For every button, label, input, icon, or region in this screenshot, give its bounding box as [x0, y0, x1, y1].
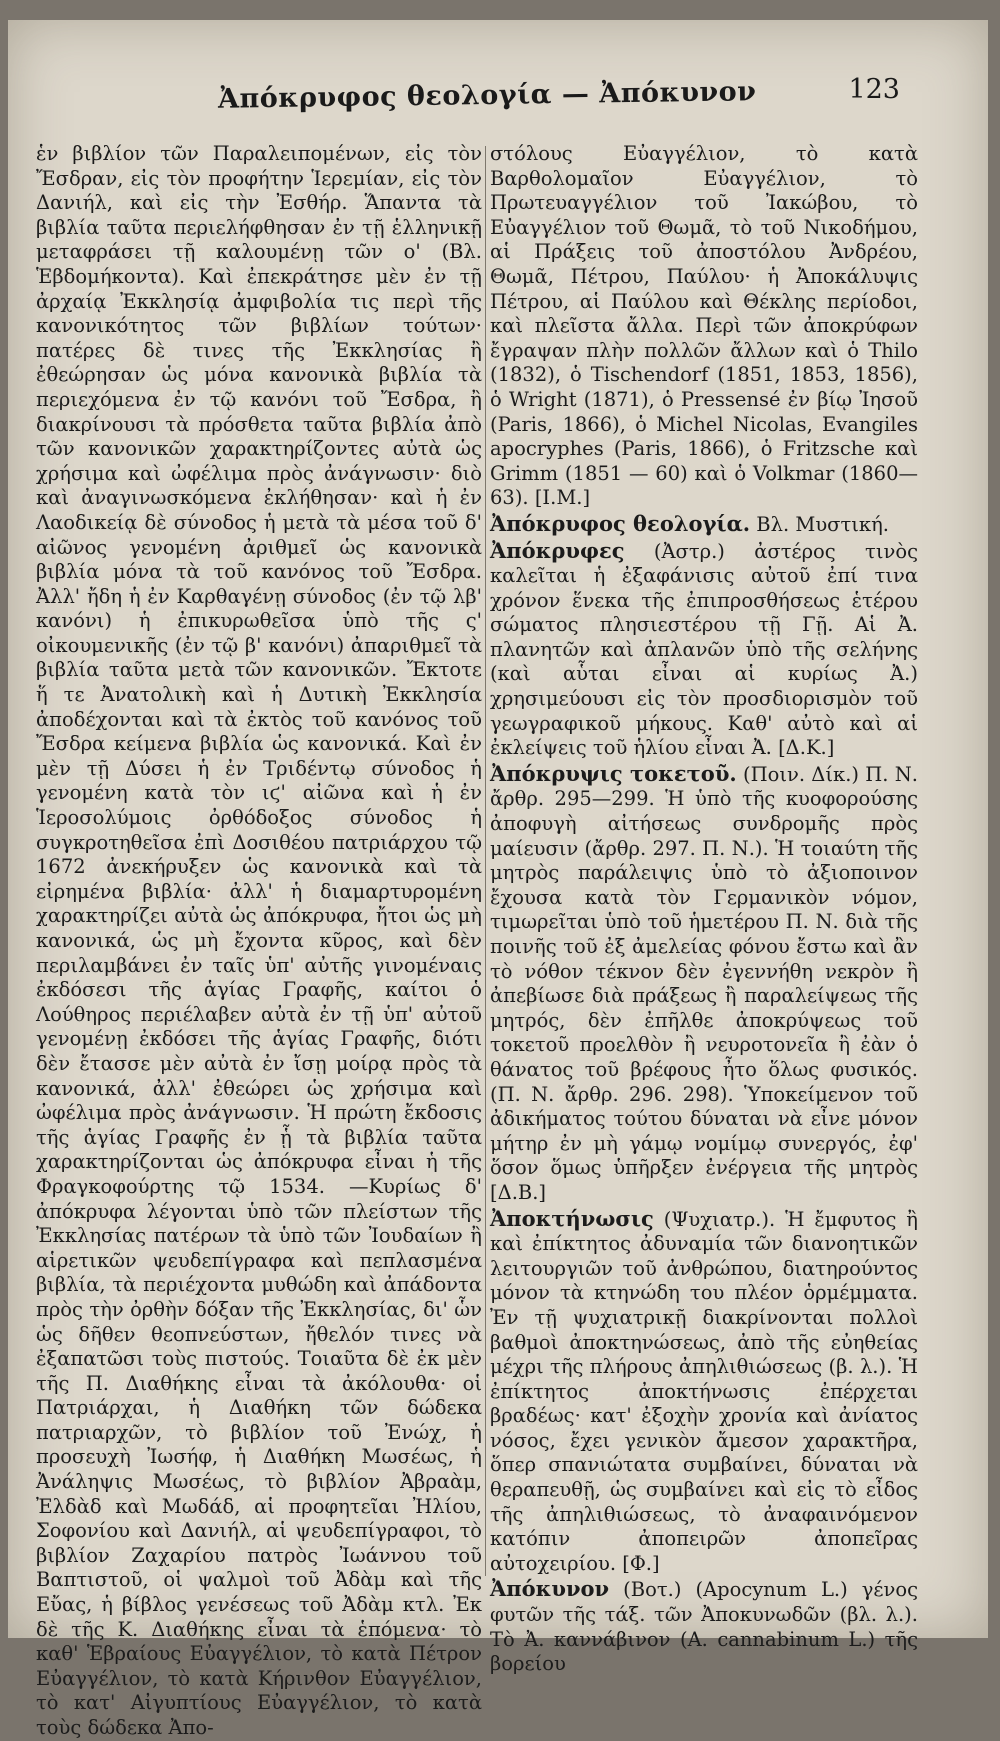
entry-body: (Ποιν. Δίκ.) Π. Ν. ἄρθρ. 295—299. Ἡ ὑπὸ τῆς κυοφορούσης ἀποφυγὴ αἰτήσεως συνδρομῆς πρὸς μαίευσιν (ἄρθρ. 297. Π. Ν.). Ἡ τοιαύτη τῆς μητρὸς παράλειψις ὑπὸ τὸ ἀξιοποινον ἔχουσα κατὰ τὸν Γερμανικὸν νόμον, τιμωρεῖται ὑπὸ τοῦ ἡμετέρου Π. Ν. διὰ τῆς ποινῆς τοῦ ἐξ ἀμελείας φόνου ἔστω καὶ ἂν τὸ νόθον τέκνον δὲν ἐγεννήθη νεκρὸν ἢ ἀπεβίωσε διὰ πράξεως ἢ παραλείψεως τῆς μητρός, δὲν ἐπῆλθε ἀποκρύψεως τοῦ τοκετοῦ προελθὸν ἢ νευροτονεῖα ἢ ἐὰν ὁ θάνατος τοῦ βρέφους ἦτο ὅλως φυσικός. (Π. Ν. ἄρθρ. 296. 298). Ὑποκείμενον τοῦ ἀδικήματος τούτου δύναται νὰ εἶνε μόνον μήτηρ ἐν μὴ γάμῳ νομίμῳ συνεργός, ἐφ' ὅσον ὅμως ὑπῆρξεν ἐνέργεια τῆς μητρὸς [Δ.Β.] — [490, 762, 918, 1204]
entry-body: (Βοτ.) (Apocynum L.) γένος φυτῶν τῆς τάξ. τῶν Ἀποκυνωδῶν (βλ. λ.). Τὸ Ἀ. καννάβινον (A. cannabinum L.) τῆς βορείου — [490, 1578, 918, 1676]
entry-body: (Ἀστρ.) ἀστέρος τινὸς καλεῖται ἡ ἐξαφάνισις αὐτοῦ ἐπί τινα χρόνον ἕνεκα τῆς ἐπιπροσθήσεως ἑτέρου σώματος πλησιεστέρου τῇ Γῇ. Αἱ Ἀ. πλανητῶν καὶ ἀπλανῶν ὑπὸ τῆς σελήνης (καὶ αὗται εἶναι αἱ κυρίως Ἀ.) χρησιμεύουσι εἰς τὸν προσδιορισμὸν τοῦ γεωγραφικοῦ μήκους. Καθ' αὐτὸ καὶ αἱ ἐκλείψεις τοῦ ἡλίου εἶναι Ἀ. [Δ.Κ.] — [490, 539, 918, 760]
entry-headword: Ἀπόκρυφες — [490, 537, 625, 563]
entry-apokrypsis-toketou — [490, 762, 918, 1206]
page-number: 123 — [848, 74, 900, 105]
entry-headword: Ἀποκτήνωσις — [490, 1205, 654, 1231]
entry-apokrypseis — [490, 539, 918, 761]
entry-body: (Ψυχιατρ.). Ἡ ἔμφυτος ἢ καὶ ἐπίκτητος ἀδυναμία τῶν διανοητικῶν λειτουργιῶν τοῦ ἀνθρώπου, διατηρούντος μόνον τὰ κτηνώδη του πλέον ὁρμέμματα. Ἐν τῇ ψυχιατρικῇ διακρίνονται πολλοὶ βαθμοὶ ἀποκτηνώσεως, ἀπὸ τῆς εὐηθείας μέχρι τῆς πλήρους ἀπηλιθιώσεως (β. λ.). Ἡ ἐπίκτητος ἀποκτήνωσις ἐπέρχεται βραδέως· κατ' ἐξοχὴν χρονία καὶ ἀνίατος νόσος, ἔχει γενικὸν ἄμεσον χαρακτῆρα, ὅπερ σπανιώτατα συμβαίνει, δύναται νὰ θεραπευθῇ, ὡς συμβαίνει καὶ εἰς τὸ εἶδος τῆς ἀπηλιθιώσεως, τὸ ἀναφαινόμενον κατόπιν ἀποπειρῶν ἀποπεῖρας αὐτοχειρίου. [Φ.] — [490, 1207, 918, 1575]
column-divider — [485, 146, 486, 1576]
entry-apoktinosis — [490, 1207, 918, 1577]
entry-apokynon — [490, 1577, 918, 1676]
right-column — [490, 142, 918, 1677]
entry-headword: Ἀπόκρυψις τοκετοῦ. — [490, 760, 737, 786]
running-head — [8, 60, 988, 120]
left-column — [36, 142, 482, 1741]
left-column-text: ἑν βιβλίον τῶν Παραλειπομένων, εἰς τὸν Ἔσδραν, εἰς τὸν προφήτην Ἱερεμίαν, εἰς τὸν Δανιήλ, καὶ εἰς τὴν Ἐσθήρ. Ἅπαντα τὰ βιβλία ταῦτα περιελήφθησαν ἐν τῇ ἑλληνικῇ μεταφράσει τῇ καλουμένῃ τῶν ο' (Βλ. Ἑβδομήκοντα). Καὶ ἐπεκράτησε μὲν ἐν τῇ ἀρχαίᾳ Ἐκκλησίᾳ ἀμφιβολία τις περὶ τῆς κανονικότητος τῶν βιβλίων τούτων· πατέρες δὲ τινες τῆς Ἐκκλησίας ἢ ἐθεώρησαν ὡς μόνα κανονικὰ βιβλία τὰ περιεχόμενα ἐν τῷ κανόνι τοῦ Ἔσδρα, ἢ διακρίνουσι τὰ πρόσθετα ταῦτα βιβλία ἀπὸ τῶν κανονικῶν χαρακτηρίζοντες αὐτὰ ὡς χρήσιμα καὶ ὠφέλιμα πρὸς ἀνάγνωσιν· διὸ καὶ ἀναγινωσκόμενα ἐκλήθησαν· καὶ ἡ ἐν Λαοδικείᾳ δὲ σύνοδος ἡ μετὰ τὰ μέσα τοῦ δ' αἰῶνος γενομένη ἀριθμεῖ ὡς κανονικὰ βιβλία μόνα τὰ τοῦ κανόνος τοῦ Ἔσδρα. Ἀλλ' ἤδη ἡ ἐν Καρθαγένῃ σύνοδος (ἐν τῷ λβ' κανόνι) ἡ ἐπικυρωθεῖσα ὑπὸ τῆς ς' οἰκουμενικῆς (ἐν τῷ β' κανόνι) ἀπαριθμεῖ τὰ βιβλία ταῦτα μετὰ τῶν κανονικῶν. Ἔκτοτε ἥ τε Ἀνατολικὴ καὶ ἡ Δυτικὴ Ἐκκλησία ἀποδέχονται καὶ τὰ ἐκτὸς τοῦ κανόνος τοῦ Ἔσδρα κείμενα βιβλία ὡς κανονικά. Καὶ ἐν μὲν τῇ Δύσει ἡ ἐν Τριδέντῳ σύνοδος ἡ γενομένη κατὰ τὸν ιϛ' αἰῶνα καὶ ἡ ἐν Ἱεροσολύμοις ὀρθόδοξος σύνοδος ἡ συγκροτηθεῖσα ἐπὶ Δοσιθέου πατριάρχου τῷ 1672 ἀνεκήρυξεν ὡς κανονικὰ καὶ τὰ εἰρημένα βιβλία· ἀλλ' ἡ διαμαρτυρομένη χαρακτηρίζει αὐτὰ ὡς ἀπόκρυφα, ἤτοι ὡς μὴ κανονικά, ὡς μὴ ἔχοντα κῦρος, καὶ δὲν περιλαμβάνει ἐν ταῖς ὑπ' αὐτῆς γινομέναις ἐκδόσεσι τῆς ἁγίας Γραφῆς, καίτοι ὁ Λούθηρος περιέλαβεν αὐτὰ ἐν τῇ ὑπ' αὐτοῦ γενομένῃ ἐκδόσει τῆς ἁγίας Γραφῆς, διότι δὲν ἔτασσε μὲν αὐτὰ ἐν ἴσῃ μοίρᾳ πρὸς τὰ κανονικά, ἀλλ' ἐθεώρει ὡς χρήσιμα καὶ ὠφέλιμα πρὸς ἀνάγνωσιν. Ἡ πρώτη ἔκδοσις τῆς ἁγίας Γραφῆς ἐν ᾗ τὰ βιβλία ταῦτα χαρακτηρίζονται ὡς ἀπόκρυφα εἶναι ἡ τῆς Φραγκοφούρτης τῷ 1534. —Κυρίως δ' ἀπόκρυφα λέγονται ὑπὸ τῶν πλείστων τῆς Ἐκκλησίας πατέρων τὰ ὑπὸ τῶν Ἰουδαίων ἢ αἱρετικῶν ψευδεπίγραφα καὶ πεπλασμένα βιβλία, τὰ περιέχοντα μυθώδη καὶ ἀπάδοντα πρὸς τὴν ὀρθὴν δόξαν τῆς Ἐκκλησίας, δι' ὧν ὡς δῆθεν θεοπνεύστων, ἤθελόν τινες νὰ ἐξαπατῶσι τοὺς πιστούς. Τοιαῦτα δὲ ἐκ μὲν τῆς Π. Διαθήκης εἶναι τὰ ἀκόλουθα· οἱ Πατριάρχαι, ἡ Διαθήκη τῶν δώδεκα πατριαρχῶν, τὸ βιβλίον τοῦ Ἐνώχ, ἡ προσευχὴ Ἰωσήφ, ἡ Διαθήκη Μωσέως, ἡ Ἀνάληψις Μωσέως, τὸ βιβλίον Ἀβραὰμ, Ἐλδὰδ καὶ Μωδάδ, αἱ προφητεῖαι Ἠλίου, Σοφονίου καὶ Δανιήλ, αἱ ψευδεπίγραφοι, τὸ βιβλίον Ζαχαρίου πατρὸς Ἰωάννου τοῦ Βαπτιστοῦ, οἱ ψαλμοὶ τοῦ Ἀδὰμ καὶ τῆς Εὔας, ἡ βίβλος γενέσεως τοῦ Ἀδὰμ κτλ. Ἐκ δὲ τῆς Κ. Διαθήκης εἶναι τὰ ἑπόμενα· τὸ καθ' Ἑβραίους Εὐαγγέλιον, τὸ κατὰ Πέτρον Εὐαγγέλιον, τὸ κατὰ Κήρινθον Εὐαγγέλιον, τὸ κατ' Αἰγυπτίους Εὐαγγέλιον, τὸ κατὰ τοὺς δώδεκα Ἀπο- — [36, 142, 482, 1739]
book-page — [8, 20, 988, 1739]
entry-headword: Ἀπόκυνον — [490, 1576, 610, 1602]
right-column-lead-text: στόλους Εὐαγγέλιον, τὸ κατὰ Βαρθολομαῖον Εὐαγγέλιον, τὸ Πρωτευαγγέλιον τοῦ Ἰακώβου, τὸ Εὐαγγέλιον τοῦ Θωμᾶ, τὸ τοῦ Νικοδήμου, αἱ Πράξεις τοῦ ἀποστόλου Ἀνδρέου, Θωμᾶ, Πέτρου, Παύλου· ἡ Ἀποκάλυψις Πέτρου, αἱ Παύλου καὶ Θέκλης περίοδοι, καὶ πλεῖστα ἄλλα. Περὶ τῶν ἀποκρύφων ἔγραψαν πλὴν πολλῶν ἄλλων καὶ ὁ Thilo (1832), ὁ Tischendorf (1851, 1853, 1856), ὁ Wright (1871), ὁ Pressensé ἐν βίῳ Ἰησοῦ (Paris, 1866), ὁ Michel Nicolas, Evangiles apocryphes (Paris, 1866), ὁ Fritzsche καὶ Grimm (1851 — 60) καὶ ὁ Volkmar (1860—63). [Ι.Μ.] — [490, 142, 918, 510]
entry-headword: Ἀπόκρυφος θεολογία. — [490, 510, 751, 536]
entry-body: Βλ. Μυστική. — [750, 512, 889, 536]
entry-apokryfos-theologia — [490, 512, 918, 538]
running-title: Ἀπόκρυφος θεολογία — Ἀπόκυνον — [217, 76, 757, 115]
